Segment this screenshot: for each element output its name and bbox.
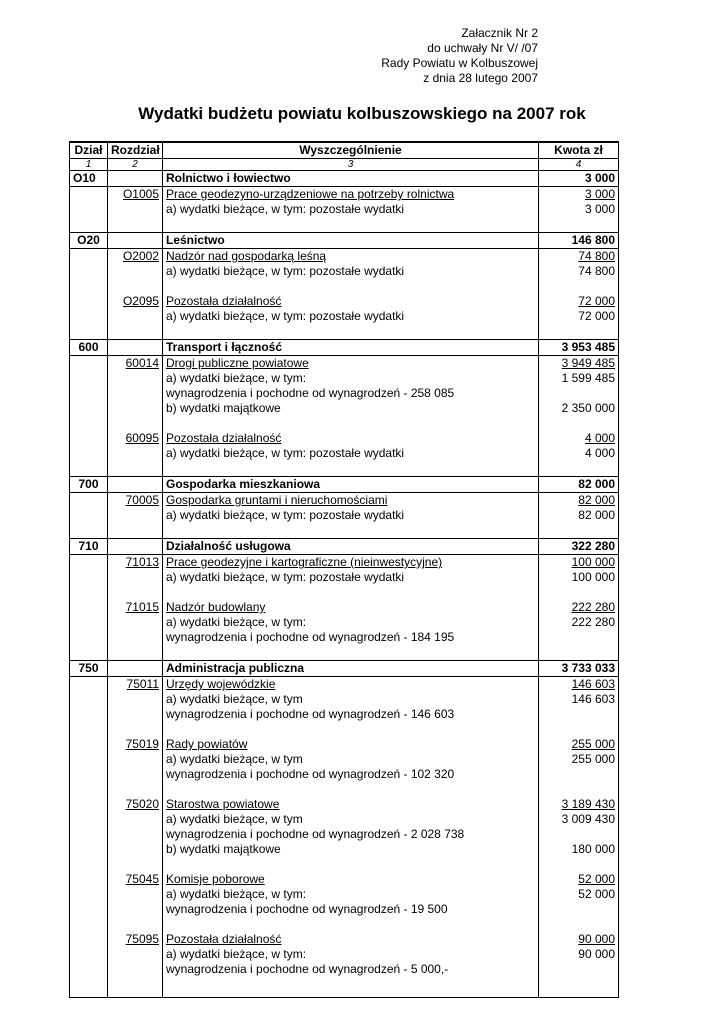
description-cell: Rady powiatów xyxy=(163,737,539,752)
empty-cell xyxy=(539,857,619,872)
rozdzial-row xyxy=(70,294,619,309)
dzial-cell xyxy=(70,371,108,386)
empty-cell xyxy=(108,857,163,872)
amount-cell: 3 009 430 xyxy=(539,812,619,827)
description-cell: wynagrodzenia i pochodne od wynagrodzeń - 184 195 xyxy=(163,630,539,645)
dzial-cell xyxy=(70,737,108,752)
rozdzial-cell xyxy=(108,767,163,782)
dzial-cell xyxy=(70,600,108,615)
rozdzial-cell xyxy=(108,446,163,461)
amount-cell: 100 000 xyxy=(539,555,619,571)
rozdzial-cell: 71013 xyxy=(108,555,163,571)
amount-cell: 255 000 xyxy=(539,737,619,752)
amount-cell: 146 800 xyxy=(539,233,619,249)
description-cell: Komisje poborowe xyxy=(163,872,539,887)
table-row xyxy=(70,827,619,842)
dzial-row xyxy=(70,661,619,677)
dzial-row xyxy=(70,340,619,356)
description-cell: a) wydatki bieżące, w tym: pozostałe wydatki xyxy=(163,446,539,461)
rozdzial-cell xyxy=(108,692,163,707)
column-number: 2 xyxy=(108,159,163,171)
column-header-dzial: Dział xyxy=(70,142,108,159)
rozdzial-row xyxy=(70,872,619,887)
resolution-number: do uchwały Nr V/ /07 xyxy=(427,41,538,55)
description-cell: Pozostała działalność xyxy=(163,431,539,446)
table-row xyxy=(70,752,619,767)
amount-cell: 2 350 000 xyxy=(539,401,619,416)
description-cell: wynagrodzenia i pochodne od wynagrodzeń - 19 500 xyxy=(163,902,539,917)
empty-cell xyxy=(70,324,108,340)
empty-cell xyxy=(163,722,539,737)
description-cell: Prace geodezyjne i kartograficzne (nieinwestycyjne) xyxy=(163,555,539,571)
description-cell: a) wydatki bieżące, w tym xyxy=(163,812,539,827)
table-row xyxy=(70,947,619,962)
amount-cell xyxy=(539,902,619,917)
rozdzial-cell: O2002 xyxy=(108,249,163,265)
description-cell: Rolnictwo i łowiectwo xyxy=(163,171,539,187)
description-cell: wynagrodzenia i pochodne od wynagrodzeń - 2 028 738 xyxy=(163,827,539,842)
dzial-cell xyxy=(70,752,108,767)
description-cell: Urzędy wojewódzkie xyxy=(163,677,539,693)
amount-cell: 255 000 xyxy=(539,752,619,767)
rozdzial-cell xyxy=(108,827,163,842)
amount-cell: 82 000 xyxy=(539,508,619,523)
description-cell: wynagrodzenia i pochodne od wynagrodzeń - 146 603 xyxy=(163,707,539,722)
empty-cell xyxy=(163,917,539,932)
rozdzial-cell xyxy=(108,812,163,827)
budget-table-body xyxy=(70,171,619,998)
table-row xyxy=(70,630,619,645)
rozdzial-row xyxy=(70,932,619,947)
dzial-cell xyxy=(70,842,108,857)
dzial-cell xyxy=(70,249,108,265)
dzial-cell xyxy=(70,615,108,630)
rozdzial-cell xyxy=(108,887,163,902)
dzial-cell xyxy=(70,692,108,707)
rozdzial-cell xyxy=(108,401,163,416)
amount-cell: 222 280 xyxy=(539,615,619,630)
empty-cell xyxy=(539,324,619,340)
empty-cell xyxy=(163,857,539,872)
rozdzial-row xyxy=(70,600,619,615)
empty-cell xyxy=(539,523,619,539)
empty-cell xyxy=(70,279,108,294)
dzial-cell xyxy=(70,356,108,372)
empty-cell xyxy=(163,217,539,233)
description-cell: b) wydatki majątkowe xyxy=(163,842,539,857)
empty-cell xyxy=(108,461,163,477)
amount-cell: 4 000 xyxy=(539,446,619,461)
empty-cell xyxy=(108,782,163,797)
rozdzial-row xyxy=(70,555,619,571)
empty-cell xyxy=(163,523,539,539)
description-cell: a) wydatki bieżące, w tym: xyxy=(163,947,539,962)
rozdzial-cell: 75095 xyxy=(108,932,163,947)
spacer-row xyxy=(70,416,619,431)
amount-cell: 180 000 xyxy=(539,842,619,857)
description-cell: Gospodarka gruntami i nieruchomościami xyxy=(163,493,539,509)
rozdzial-cell xyxy=(108,233,163,249)
description-cell: Nadzór budowlany xyxy=(163,600,539,615)
dzial-row xyxy=(70,539,619,555)
amount-cell: 82 000 xyxy=(539,493,619,509)
spacer-row xyxy=(70,523,619,539)
empty-cell xyxy=(163,461,539,477)
empty-cell xyxy=(539,722,619,737)
dzial-cell: O10 xyxy=(70,171,108,187)
empty-cell xyxy=(70,977,108,998)
rozdzial-cell xyxy=(108,477,163,493)
dzial-cell xyxy=(70,570,108,585)
amount-cell: 3 000 xyxy=(539,171,619,187)
empty-cell xyxy=(70,416,108,431)
rozdzial-cell xyxy=(108,371,163,386)
rozdzial-cell xyxy=(108,171,163,187)
empty-cell xyxy=(163,279,539,294)
rozdzial-cell xyxy=(108,264,163,279)
empty-cell xyxy=(108,977,163,998)
table-row xyxy=(70,707,619,722)
amount-cell xyxy=(539,962,619,977)
empty-cell xyxy=(70,585,108,600)
rozdzial-row xyxy=(70,187,619,203)
rozdzial-cell xyxy=(108,707,163,722)
description-cell: a) wydatki bieżące, w tym: pozostałe wydatki xyxy=(163,309,539,324)
table-row xyxy=(70,202,619,217)
dzial-cell xyxy=(70,707,108,722)
spacer-row xyxy=(70,279,619,294)
rozdzial-cell: O2095 xyxy=(108,294,163,309)
rozdzial-cell xyxy=(108,539,163,555)
dzial-cell xyxy=(70,294,108,309)
description-cell: Pozostała działalność xyxy=(163,294,539,309)
description-cell: a) wydatki bieżące, w tym: pozostałe wydatki xyxy=(163,202,539,217)
amount-cell: 90 000 xyxy=(539,947,619,962)
dzial-cell xyxy=(70,962,108,977)
rozdzial-cell xyxy=(108,508,163,523)
amount-cell: 3 953 485 xyxy=(539,340,619,356)
empty-cell xyxy=(70,523,108,539)
rozdzial-cell: 71015 xyxy=(108,600,163,615)
amount-cell xyxy=(539,707,619,722)
council-name: Rady Powiatu w Kolbuszowej xyxy=(381,56,538,70)
document-header xyxy=(381,26,538,86)
empty-cell xyxy=(108,324,163,340)
page-title: Wydatki budżetu powiatu kolbuszowskiego na 2007 rok xyxy=(138,104,586,123)
amount-cell: 1 599 485 xyxy=(539,371,619,386)
description-cell: a) wydatki bieżące, w tym xyxy=(163,692,539,707)
rozdzial-cell: 75019 xyxy=(108,737,163,752)
table-row xyxy=(70,401,619,416)
description-cell: Pozostała działalność xyxy=(163,932,539,947)
table-row xyxy=(70,767,619,782)
table-row xyxy=(70,902,619,917)
rozdzial-cell: 60095 xyxy=(108,431,163,446)
table-row xyxy=(70,508,619,523)
dzial-cell: 710 xyxy=(70,539,108,555)
description-cell: Administracja publiczna xyxy=(163,661,539,677)
table-row xyxy=(70,842,619,857)
table-row xyxy=(70,692,619,707)
dzial-cell: 600 xyxy=(70,340,108,356)
rozdzial-cell xyxy=(108,630,163,645)
empty-cell xyxy=(108,416,163,431)
empty-cell xyxy=(70,461,108,477)
description-cell: wynagrodzenia i pochodne od wynagrodzeń - 102 320 xyxy=(163,767,539,782)
empty-cell xyxy=(539,416,619,431)
amount-cell: 3 949 485 xyxy=(539,356,619,372)
table-row xyxy=(70,371,619,386)
amount-cell: 4 000 xyxy=(539,431,619,446)
description-cell: a) wydatki bieżące, w tym: xyxy=(163,615,539,630)
empty-cell xyxy=(539,782,619,797)
dzial-cell xyxy=(70,431,108,446)
empty-cell xyxy=(163,782,539,797)
amount-cell xyxy=(539,630,619,645)
dzial-cell: O20 xyxy=(70,233,108,249)
dzial-cell xyxy=(70,264,108,279)
table-row xyxy=(70,446,619,461)
dzial-row xyxy=(70,171,619,187)
rozdzial-row xyxy=(70,677,619,693)
spacer-row xyxy=(70,977,619,998)
dzial-cell xyxy=(70,446,108,461)
table-row xyxy=(70,264,619,279)
description-cell: Transport i łączność xyxy=(163,340,539,356)
dzial-cell xyxy=(70,630,108,645)
amount-cell: 52 000 xyxy=(539,872,619,887)
empty-cell xyxy=(70,217,108,233)
dzial-cell xyxy=(70,932,108,947)
empty-cell xyxy=(539,217,619,233)
spacer-row xyxy=(70,857,619,872)
amount-cell: 3 000 xyxy=(539,202,619,217)
amount-cell: 72 000 xyxy=(539,309,619,324)
column-header-wyszczegolnienie: Wyszczególnienie xyxy=(163,142,539,159)
spacer-row xyxy=(70,782,619,797)
budget-table xyxy=(69,141,619,998)
empty-cell xyxy=(539,279,619,294)
table-header-row xyxy=(70,142,619,159)
description-cell: Drogi publiczne powiatowe xyxy=(163,356,539,372)
dzial-cell xyxy=(70,767,108,782)
description-cell: b) wydatki majątkowe xyxy=(163,401,539,416)
rozdzial-row xyxy=(70,797,619,812)
rozdzial-cell xyxy=(108,661,163,677)
amount-cell: 222 280 xyxy=(539,600,619,615)
dzial-cell xyxy=(70,493,108,509)
dzial-cell: 750 xyxy=(70,661,108,677)
amount-cell: 74 800 xyxy=(539,264,619,279)
resolution-date: z dnia 28 lutego 2007 xyxy=(423,71,538,85)
rozdzial-row xyxy=(70,737,619,752)
rozdzial-cell xyxy=(108,386,163,401)
amount-cell: 322 280 xyxy=(539,539,619,555)
rozdzial-cell xyxy=(108,615,163,630)
table-row xyxy=(70,962,619,977)
empty-cell xyxy=(539,461,619,477)
description-cell: a) wydatki bieżące, w tym: pozostałe wydatki xyxy=(163,264,539,279)
description-cell: Leśnictwo xyxy=(163,233,539,249)
amount-cell: 146 603 xyxy=(539,692,619,707)
column-number: 4 xyxy=(539,159,619,171)
dzial-cell xyxy=(70,677,108,693)
table-row xyxy=(70,309,619,324)
dzial-cell xyxy=(70,947,108,962)
empty-cell xyxy=(163,645,539,661)
rozdzial-cell xyxy=(108,570,163,585)
dzial-cell xyxy=(70,386,108,401)
amount-cell: 100 000 xyxy=(539,570,619,585)
rozdzial-cell xyxy=(108,340,163,356)
empty-cell xyxy=(163,977,539,998)
rozdzial-cell xyxy=(108,202,163,217)
empty-cell xyxy=(70,782,108,797)
dzial-row xyxy=(70,233,619,249)
empty-cell xyxy=(108,279,163,294)
rozdzial-cell: 70005 xyxy=(108,493,163,509)
dzial-cell xyxy=(70,887,108,902)
description-cell: Działalność usługowa xyxy=(163,539,539,555)
attachment-label: Załacznik Nr 2 xyxy=(461,26,538,40)
empty-cell xyxy=(163,585,539,600)
spacer-row xyxy=(70,217,619,233)
table-row xyxy=(70,887,619,902)
description-cell: a) wydatki bieżące, w tym: xyxy=(163,371,539,386)
description-cell: wynagrodzenia i pochodne od wynagrodzeń - 258 085 xyxy=(163,386,539,401)
empty-cell xyxy=(108,722,163,737)
empty-cell xyxy=(108,217,163,233)
column-header-rozdzial: Rozdział xyxy=(108,142,163,159)
rozdzial-cell: 75045 xyxy=(108,872,163,887)
rozdzial-cell xyxy=(108,902,163,917)
description-cell: Gospodarka mieszkaniowa xyxy=(163,477,539,493)
amount-cell: 3 189 430 xyxy=(539,797,619,812)
column-header-kwota: Kwota zł xyxy=(539,142,619,159)
table-row xyxy=(70,570,619,585)
rozdzial-row xyxy=(70,249,619,265)
dzial-cell xyxy=(70,827,108,842)
spacer-row xyxy=(70,722,619,737)
empty-cell xyxy=(108,585,163,600)
description-cell: a) wydatki bieżące, w tym: pozostałe wydatki xyxy=(163,508,539,523)
dzial-cell: 700 xyxy=(70,477,108,493)
amount-cell: 82 000 xyxy=(539,477,619,493)
empty-cell xyxy=(70,645,108,661)
empty-cell xyxy=(70,857,108,872)
amount-cell: 90 000 xyxy=(539,932,619,947)
rozdzial-cell: O1005 xyxy=(108,187,163,203)
dzial-cell xyxy=(70,812,108,827)
rozdzial-cell: 75020 xyxy=(108,797,163,812)
dzial-row xyxy=(70,477,619,493)
empty-cell xyxy=(108,645,163,661)
amount-cell: 52 000 xyxy=(539,887,619,902)
dzial-cell xyxy=(70,902,108,917)
table-row xyxy=(70,812,619,827)
amount-cell: 3 733 033 xyxy=(539,661,619,677)
spacer-row xyxy=(70,324,619,340)
rozdzial-cell xyxy=(108,947,163,962)
dzial-cell xyxy=(70,555,108,571)
amount-cell xyxy=(539,767,619,782)
rozdzial-cell xyxy=(108,752,163,767)
dzial-cell xyxy=(70,508,108,523)
dzial-cell xyxy=(70,187,108,203)
amount-cell: 3 000 xyxy=(539,187,619,203)
description-cell: a) wydatki bieżące, w tym: pozostałe wydatki xyxy=(163,570,539,585)
column-number: 1 xyxy=(70,159,108,171)
empty-cell xyxy=(70,917,108,932)
amount-cell xyxy=(539,827,619,842)
empty-cell xyxy=(163,324,539,340)
rozdzial-cell xyxy=(108,962,163,977)
empty-cell xyxy=(539,645,619,661)
dzial-cell xyxy=(70,401,108,416)
amount-cell: 146 603 xyxy=(539,677,619,693)
dzial-cell xyxy=(70,797,108,812)
description-cell: Starostwa powiatowe xyxy=(163,797,539,812)
dzial-cell xyxy=(70,309,108,324)
description-cell: a) wydatki bieżące, w tym xyxy=(163,752,539,767)
empty-cell xyxy=(163,416,539,431)
rozdzial-row xyxy=(70,431,619,446)
amount-cell: 72 000 xyxy=(539,294,619,309)
dzial-cell xyxy=(70,202,108,217)
spacer-row xyxy=(70,917,619,932)
spacer-row xyxy=(70,645,619,661)
description-cell: Nadzór nad gospodarką leśną xyxy=(163,249,539,265)
rozdzial-row xyxy=(70,493,619,509)
rozdzial-row xyxy=(70,356,619,372)
empty-cell xyxy=(108,523,163,539)
spacer-row xyxy=(70,461,619,477)
description-cell: a) wydatki bieżące, w tym: xyxy=(163,887,539,902)
rozdzial-cell xyxy=(108,842,163,857)
empty-cell xyxy=(539,977,619,998)
rozdzial-cell xyxy=(108,309,163,324)
table-row xyxy=(70,615,619,630)
dzial-cell xyxy=(70,872,108,887)
empty-cell xyxy=(70,722,108,737)
description-cell: wynagrodzenia i pochodne od wynagrodzeń - 5 000,- xyxy=(163,962,539,977)
description-cell: Prace geodezyno-urządzeniowe na potrzeby rolnictwa xyxy=(163,187,539,203)
amount-cell: 74 800 xyxy=(539,249,619,265)
empty-cell xyxy=(539,917,619,932)
rozdzial-cell: 75011 xyxy=(108,677,163,693)
empty-cell xyxy=(539,585,619,600)
spacer-row xyxy=(70,585,619,600)
rozdzial-cell: 60014 xyxy=(108,356,163,372)
table-row xyxy=(70,386,619,401)
column-number-row xyxy=(70,159,619,171)
amount-cell xyxy=(539,386,619,401)
column-number: 3 xyxy=(163,159,539,171)
empty-cell xyxy=(108,917,163,932)
